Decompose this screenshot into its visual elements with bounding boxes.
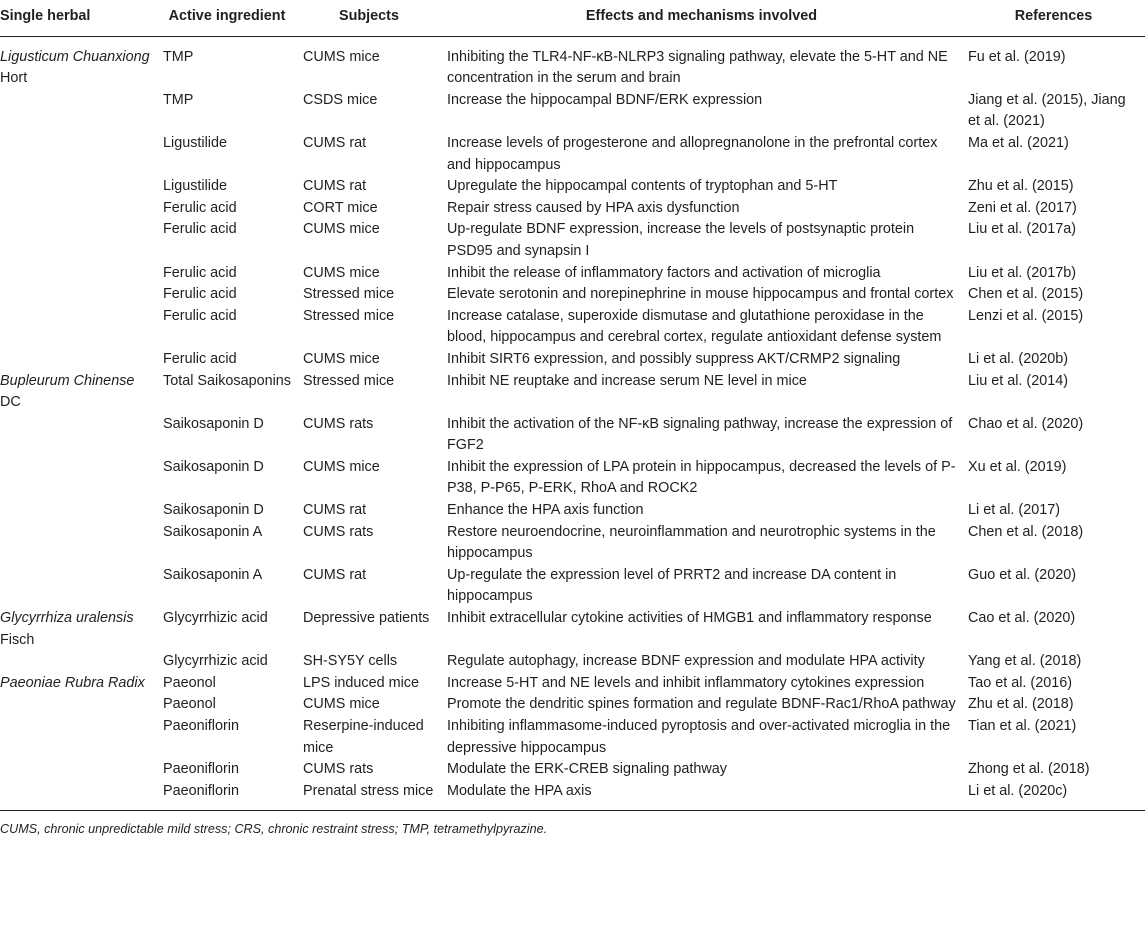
- cell-subjects: Reserpine-induced mice: [303, 718, 424, 756]
- table-row: [0, 565, 1145, 608]
- cell-herbal: [0, 414, 157, 457]
- cell-effects: Repair stress caused by HPA axis dysfunction: [447, 199, 740, 216]
- cell-ingredient: Paeonol: [163, 674, 216, 691]
- cell-subjects: CUMS mice: [303, 264, 380, 281]
- cell-reference: Guo et al. (2020): [968, 566, 1076, 583]
- table-row: [0, 716, 1145, 759]
- herbal-name-italic: Paeoniae Rubra Radix: [0, 674, 145, 691]
- cell-herbal: [0, 36, 157, 90]
- cell-reference: Zeni et al. (2017): [968, 199, 1077, 216]
- cell-reference: Lenzi et al. (2015): [968, 307, 1084, 324]
- cell-ingredient: Total Saikosaponins: [163, 372, 291, 389]
- cell-herbal: [0, 306, 157, 349]
- cell-effects: Restore neuroendocrine, neuroinflammation and neurotrophic systems in the hippocampus: [447, 523, 936, 562]
- cell-effects: Inhibiting the TLR4-NF-κB-NLRP3 signaling pathway, elevate the 5-HT and NE concentration in the serum and brain: [447, 48, 948, 87]
- cell-herbal: [0, 176, 157, 198]
- cell-ingredient: Ferulic acid: [163, 264, 237, 281]
- cell-ingredient: Ferulic acid: [163, 350, 237, 367]
- cell-subjects: CUMS rat: [303, 566, 367, 583]
- cell-subjects: CUMS mice: [303, 350, 380, 367]
- cell-ingredient: Ferulic acid: [163, 307, 237, 324]
- cell-effects: Regulate autophagy, increase BDNF expression and modulate HPA activity: [447, 653, 925, 670]
- cell-effects: Increase the hippocampal BDNF/ERK expression: [447, 91, 763, 108]
- cell-herbal: [0, 198, 157, 220]
- cell-ingredient: Ferulic acid: [163, 221, 237, 238]
- herbal-name-italic: Ligusticum Chuanxiong: [0, 48, 150, 65]
- cell-ingredient: Paeoniflorin: [157, 781, 297, 811]
- cell-ingredient: Saikosaponin D: [163, 458, 264, 475]
- table-row: [0, 36, 1145, 90]
- table-row: [0, 198, 1145, 220]
- header-effects: Effects and mechanisms involved: [441, 0, 962, 36]
- table-row: [0, 263, 1145, 285]
- cell-ingredient: Saikosaponin A: [163, 566, 263, 583]
- table-row: [0, 673, 1145, 695]
- cell-ingredient: Saikosaponin D: [163, 502, 264, 519]
- cell-herbal: [0, 522, 157, 565]
- cell-ingredient: Ferulic acid: [163, 199, 237, 216]
- cell-reference: Liu et al. (2017b): [968, 264, 1077, 281]
- table-row: [0, 349, 1145, 371]
- cell-effects: Promote the dendritic spines formation and regulate BDNF-Rac1/RhoA pathway: [447, 696, 956, 713]
- cell-effects: Inhibiting inflammasome-induced pyroptosis and over-activated microglia in the depressive hippocampus: [447, 718, 951, 756]
- cell-subjects: CUMS mice: [303, 458, 380, 475]
- table-row: [0, 781, 1145, 811]
- cell-reference: Zhu et al. (2015): [968, 178, 1074, 195]
- cell-herbal: [0, 673, 157, 695]
- cell-reference: Cao et al. (2020): [968, 610, 1076, 627]
- table-row: [0, 284, 1145, 306]
- cell-effects: Inhibit SIRT6 expression, and possibly suppress AKT/CRMP2 signaling: [447, 350, 901, 367]
- table-row: [0, 608, 1145, 651]
- herbal-name-authority: DC: [0, 394, 21, 411]
- header-ingredient: Active ingredient: [157, 0, 297, 36]
- header-row: [0, 0, 1145, 36]
- cell-reference: Ma et al. (2021): [968, 134, 1069, 151]
- cell-effects: Up-regulate BDNF expression, increase the levels of postsynaptic protein PSD95 and synapsin I: [447, 221, 915, 259]
- cell-effects: Inhibit the expression of LPA protein in hippocampus, decreased the levels of P-P38, P-P65, P-ERK, RhoA and ROCK2: [447, 458, 956, 497]
- cell-reference: Chen et al. (2015): [968, 286, 1084, 303]
- cell-subjects: CUMS rats: [303, 415, 374, 432]
- cell-herbal: [0, 263, 157, 285]
- cell-herbal: [0, 349, 157, 371]
- table-row: [0, 651, 1145, 673]
- cell-reference: Fu et al. (2019): [968, 48, 1066, 65]
- cell-subjects: CUMS rat: [303, 134, 367, 151]
- cell-reference: Li et al. (2020c): [962, 781, 1145, 811]
- table-row: [0, 414, 1145, 457]
- cell-reference: Li et al. (2020b): [968, 350, 1068, 367]
- cell-herbal: [0, 759, 157, 781]
- cell-ingredient: Glycyrrhizic acid: [163, 610, 268, 627]
- cell-subjects: SH-SY5Y cells: [303, 653, 398, 670]
- table-row: [0, 457, 1145, 500]
- cell-subjects: Stressed mice: [303, 372, 395, 389]
- table-row: [0, 219, 1145, 262]
- cell-subjects: CUMS rats: [303, 761, 374, 778]
- cell-effects: Upregulate the hippocampal contents of tryptophan and 5-HT: [447, 178, 838, 195]
- table-row: [0, 176, 1145, 198]
- cell-subjects: CSDS mice: [303, 91, 378, 108]
- cell-reference: Tian et al. (2021): [968, 718, 1077, 734]
- cell-effects: Increase levels of progesterone and allopregnanolone in the prefrontal cortex and hippocampus: [447, 134, 938, 173]
- cell-ingredient: Paeonol: [163, 696, 216, 713]
- cell-herbal: [0, 500, 157, 522]
- cell-herbal: [0, 371, 157, 414]
- cell-subjects: CORT mice: [303, 199, 378, 216]
- cell-effects: Modulate the ERK-CREB signaling pathway: [447, 761, 727, 778]
- cell-effects: Inhibit NE reuptake and increase serum NE level in mice: [447, 372, 807, 389]
- cell-reference: Li et al. (2017): [968, 502, 1060, 519]
- cell-effects: Inhibit the release of inflammatory factors and activation of microglia: [447, 264, 881, 281]
- cell-herbal: [0, 781, 157, 811]
- cell-reference: Liu et al. (2017a): [968, 221, 1077, 238]
- cell-herbal: [0, 716, 157, 759]
- header-references: References: [962, 0, 1145, 36]
- cell-herbal: [0, 608, 157, 651]
- cell-ingredient: Ligustilide: [163, 178, 227, 195]
- cell-reference: Zhu et al. (2018): [968, 696, 1074, 713]
- header-subjects: Subjects: [297, 0, 441, 36]
- table-body: [0, 36, 1145, 811]
- table-row: [0, 522, 1145, 565]
- cell-herbal: [0, 219, 157, 262]
- cell-ingredient: TMP: [163, 48, 194, 65]
- table-row: [0, 759, 1145, 781]
- cell-subjects: CUMS rat: [303, 178, 367, 195]
- table-footnote: CUMS, chronic unpredictable mild stress; CRS, chronic restraint stress; TMP, tetramethylpyrazine.: [0, 822, 548, 837]
- cell-effects: Increase 5-HT and NE levels and inhibit inflammatory cytokines expression: [447, 674, 925, 691]
- cell-subjects: Prenatal stress mice: [297, 781, 441, 811]
- cell-subjects: CUMS rat: [303, 502, 367, 519]
- cell-effects: Enhance the HPA axis function: [447, 502, 644, 519]
- table-row: [0, 500, 1145, 522]
- cell-subjects: CUMS rats: [303, 523, 374, 540]
- cell-reference: Liu et al. (2014): [968, 372, 1068, 389]
- cell-reference: Tao et al. (2016): [968, 674, 1072, 691]
- herbal-name-italic: Glycyrrhiza uralensis: [0, 610, 134, 627]
- cell-herbal: [0, 90, 157, 133]
- cell-ingredient: Saikosaponin D: [163, 415, 264, 432]
- cell-reference: Yang et al. (2018): [968, 653, 1082, 670]
- cell-ingredient: Glycyrrhizic acid: [163, 653, 268, 670]
- cell-ingredient: TMP: [163, 91, 194, 108]
- cell-herbal: [0, 565, 157, 608]
- cell-subjects: Depressive patients: [303, 610, 430, 627]
- cell-herbal: [0, 284, 157, 306]
- cell-ingredient: Paeoniflorin: [163, 718, 240, 734]
- header-herbal: Single herbal: [0, 0, 157, 36]
- cell-effects: Inhibit the activation of the NF-κB signaling pathway, increase the expression of FGF2: [447, 415, 953, 454]
- cell-herbal: [0, 457, 157, 500]
- herbal-name-authority: Fisch: [0, 631, 35, 648]
- cell-ingredient: Ligustilide: [163, 134, 227, 151]
- table-row: [0, 133, 1145, 176]
- table-row: [0, 371, 1145, 414]
- cell-herbal: [0, 133, 157, 176]
- table-row: [0, 694, 1145, 716]
- cell-reference: Zhong et al. (2018): [968, 761, 1090, 778]
- cell-herbal: [0, 694, 157, 716]
- table-row: [0, 306, 1145, 349]
- cell-reference: Chao et al. (2020): [968, 415, 1084, 432]
- cell-effects: Up-regulate the expression level of PRRT2 and increase DA content in hippocampus: [447, 566, 897, 605]
- cell-reference: Jiang et al. (2015), Jiang et al. (2021): [968, 91, 1126, 130]
- herbal-name-italic: Bupleurum Chinense: [0, 372, 135, 389]
- cell-subjects: CUMS mice: [303, 221, 380, 238]
- cell-effects: Inhibit extracellular cytokine activities of HMGB1 and inflammatory response: [447, 610, 932, 627]
- cell-effects: Increase catalase, superoxide dismutase and glutathione peroxidase in the blood, hippocampus and cerebral cortex, regulate antioxidant defense system: [447, 307, 942, 346]
- cell-herbal: [0, 651, 157, 673]
- cell-ingredient: Ferulic acid: [163, 286, 237, 303]
- table-header: [0, 0, 1145, 36]
- cell-effects: Elevate serotonin and norepinephrine in mouse hippocampus and frontal cortex: [447, 286, 954, 303]
- herbal-name-authority: Hort: [0, 70, 28, 87]
- cell-effects: Modulate the HPA axis: [441, 781, 962, 811]
- cell-ingredient: Paeoniflorin: [163, 761, 240, 778]
- cell-subjects: CUMS mice: [303, 696, 380, 713]
- cell-subjects: LPS induced mice: [303, 674, 419, 691]
- cell-ingredient: Saikosaponin A: [163, 523, 263, 540]
- cell-subjects: Stressed mice: [303, 307, 395, 324]
- cell-reference: Chen et al. (2018): [968, 523, 1084, 540]
- cell-subjects: CUMS mice: [303, 48, 380, 65]
- cell-subjects: Stressed mice: [303, 286, 395, 303]
- cell-reference: Xu et al. (2019): [968, 458, 1067, 475]
- table-row: [0, 90, 1145, 133]
